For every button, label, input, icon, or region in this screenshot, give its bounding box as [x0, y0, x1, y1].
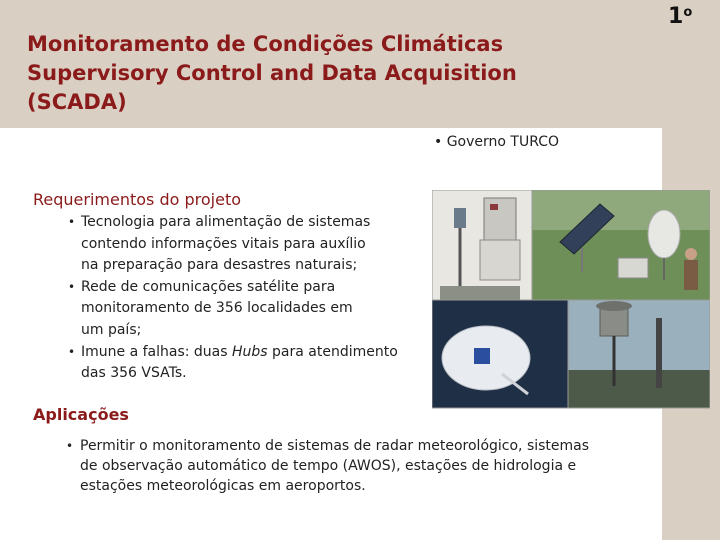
title-line-3: (SCADA)	[27, 90, 127, 114]
requirement-line: Tecnologia para alimentação de sistemas	[81, 214, 371, 230]
solar-panel-station-photo	[532, 190, 710, 300]
title-line-1: Monitoramento de Condições Climáticas	[27, 32, 504, 56]
application-line: Permitir o monitoramento de sistemas de radar meteorológico, sistemas	[80, 438, 590, 454]
application-item	[66, 436, 646, 496]
requirement-line: Rede de comunicações satélite para	[81, 278, 336, 295]
weather-sensor-photo	[568, 300, 710, 408]
requirement-item	[68, 342, 433, 385]
slide-number	[668, 4, 720, 29]
requirements-heading: Requerimentos do projeto	[33, 190, 242, 209]
requirement-line: das 356 VSATs.	[81, 365, 187, 382]
requirement-line: na preparação para desastres naturais;	[81, 257, 358, 274]
requirement-line: um país;	[81, 321, 142, 338]
requirement-line: contendo informações vitais para auxílio	[81, 235, 366, 252]
application-line: estações meteorológicas em aeroportos.	[80, 478, 366, 494]
requirement-emphasis: Hubs	[232, 343, 268, 360]
requirement-item	[68, 277, 433, 342]
requirement-line: monitoramento de 356 localidades em	[81, 300, 353, 317]
requirement-text: Imune a falhas: duas	[81, 343, 232, 360]
slide-number-value: 1	[668, 4, 684, 29]
applications-list	[66, 436, 646, 496]
requirements-list	[68, 212, 433, 385]
requirement-item	[68, 212, 433, 277]
applications-heading: Aplicações	[33, 405, 129, 424]
slide-number-suffix: o	[683, 5, 693, 20]
title-line-2: Supervisory Control and Data Acquisition	[27, 61, 517, 85]
context-label: • Governo TURCO	[434, 134, 560, 150]
requirement-text: para atendimento	[267, 343, 398, 360]
vsat-dish-photo	[432, 300, 568, 408]
slide-title	[27, 30, 647, 117]
application-line: de observação automático de tempo (AWOS), estações de hidrologia e	[80, 458, 577, 474]
equipment-cabinet-photo	[432, 190, 532, 300]
photo-collage	[432, 190, 710, 410]
